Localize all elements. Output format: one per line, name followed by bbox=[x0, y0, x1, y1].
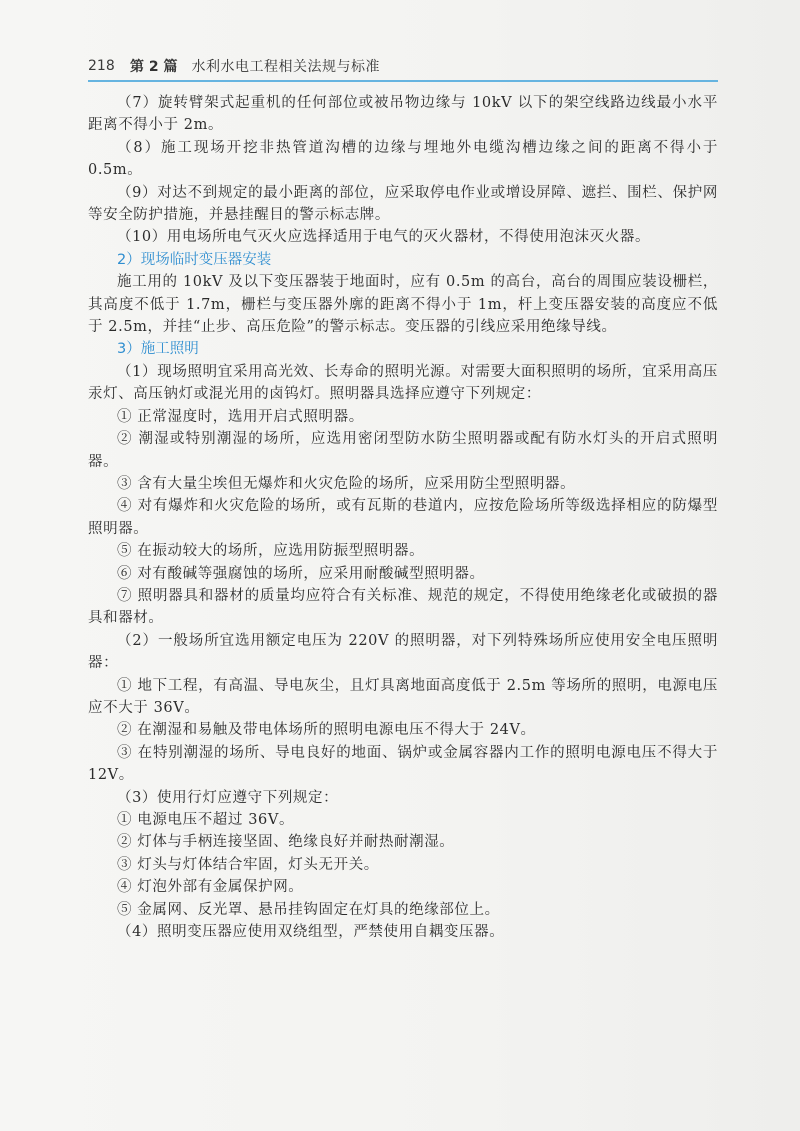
body-text bbox=[88, 92, 718, 943]
paragraph-7: （7）旋转臂架式起重机的任何部位或被吊物边缘与 10kV 以下的架空线路边线最小水平距离不得小于 2m。 bbox=[88, 95, 718, 134]
paragraph-9: （9）对达不到规定的最小距离的部位，应采取停电作业或增设屏障、遮拦、围栏、保护网等安全防护措施，并悬挂醒目的警示标志牌。 bbox=[88, 184, 718, 224]
lighting-item-2-sub: ② 在潮湿和易触及带电体场所的照明电源电压不得大于 24V。 bbox=[117, 722, 536, 739]
lighting-item-3-sub: ① 电源电压不超过 36V。 bbox=[117, 812, 295, 828]
running-header bbox=[88, 54, 718, 78]
lighting-item-3: （3）使用行灯应遵守下列规定： bbox=[117, 789, 339, 806]
paragraph-8: （8）施工现场开挖非热管道沟槽的边缘与埋地外电缆沟槽边缘之间的距离不得小于 0.5m。 bbox=[88, 139, 718, 179]
lighting-item-2-sub: ③ 在特别潮湿的场所、导电良好的地面、锅炉或金属容器内工作的照明电源电压不得大于 12V。 bbox=[88, 744, 718, 784]
lighting-item-3-sub: ④ 灯泡外部有金属保护网。 bbox=[117, 879, 304, 896]
section-heading-transformer: 2）现场临时变压器安装 bbox=[117, 251, 272, 268]
lighting-item-3-sub: ⑤ 金属网、反光罩、悬吊挂钩固定在灯具的绝缘部位上。 bbox=[117, 901, 500, 918]
lighting-item-2-sub: ① 地下工程，有高温、导电灰尘，且灯具离地面高度低于 2.5m 等场所的照明，电源电压应不大于 36V。 bbox=[88, 677, 718, 716]
lighting-item-1: （1）现场照明宜采用高光效、长寿命的照明光源。对需要大面积照明的场所，宜采用高压汞灯、高压钠灯或混光用的卤钨灯。照明器具选择应遵守下列规定： bbox=[88, 363, 718, 403]
lighting-item-1-sub: ⑥ 对有酸碱等强腐蚀的场所，应采用耐酸碱型照明器。 bbox=[117, 565, 485, 582]
lighting-item-1-sub: ③ 含有大量尘埃但无爆炸和火灾危险的场所，应采用防尘型照明器。 bbox=[117, 475, 576, 492]
paragraph-10: （10）用电场所电气灭火应选择适用于电气的灭火器材，不得使用泡沫灭火器。 bbox=[117, 229, 651, 246]
page-number: 218 bbox=[88, 58, 115, 74]
transformer-paragraph: 施工用的 10kV 及以下变压器装于地面时，应有 0.5m 的高台，高台的周围应装设栅栏，其高度不低于 1.7m，栅栏与变压器外廓的距离不得小于 1m，杆上变压器安装的高度应不低于 2.5m，并挂“止步、高压危险”的警示标志。变压器的引线应采用绝缘导线。 bbox=[88, 274, 718, 336]
lighting-item-1-sub: ① 正常湿度时，选用开启式照明器。 bbox=[117, 408, 364, 425]
lighting-item-1-sub: ④ 对有爆炸和火灾危险的场所，或有瓦斯的巷道内，应按危险场所等级选择相应的防爆型照明器。 bbox=[88, 498, 718, 537]
lighting-item-3-sub: ③ 灯头与灯体结合牢固，灯头无开关。 bbox=[117, 856, 379, 873]
lighting-item-3-sub: ② 灯体与手柄连接坚固、绝缘良好并耐热耐潮湿。 bbox=[117, 834, 455, 851]
lighting-item-1-sub: ⑤ 在振动较大的场所，应选用防振型照明器。 bbox=[117, 543, 425, 560]
lighting-item-1-sub: ② 潮湿或特别潮湿的场所，应选用密闭型防水防尘照明器或配有防水灯头的开启式照明器。 bbox=[88, 431, 718, 470]
lighting-item-2: （2）一般场所宜选用额定电压为 220V 的照明器，对下列特殊场所应使用安全电压照明器： bbox=[88, 632, 718, 672]
lighting-item-4: （4）照明变压器应使用双绕组型，严禁使用自耦变压器。 bbox=[117, 924, 505, 941]
header-rule bbox=[88, 80, 718, 82]
part-label: 第 2 篇 bbox=[130, 59, 178, 75]
lighting-item-1-sub: ⑦ 照明器具和器材的质量均应符合有关标准、规范的规定，不得使用绝缘老化或破损的器具和器材。 bbox=[88, 587, 718, 627]
section-heading-lighting: 3）施工照明 bbox=[117, 341, 199, 358]
part-title: 水利水电工程相关法规与标准 bbox=[191, 59, 380, 75]
